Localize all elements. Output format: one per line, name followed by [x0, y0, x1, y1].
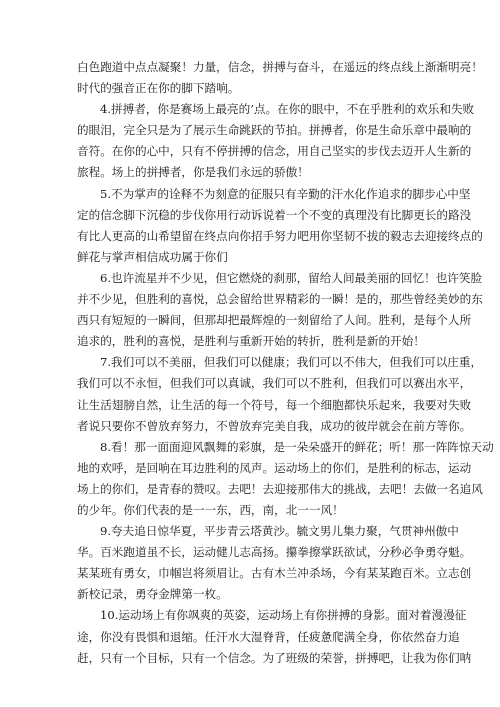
- paragraph-item-5: [77, 184, 483, 268]
- text-line: 有比人更高的山希望留在终点向你招手努力吧用你坚韧不拔的毅志去迎接终点的: [77, 228, 483, 243]
- text-line: 白色跑道中点点凝聚！力量，信念，拼搏与奋斗，在遥远的终点线上渐渐明亮！: [77, 60, 483, 74]
- text-line: 7.我们可以不美丽，但我们可以健康；我们可以不伟大，但我们可以庄重，: [100, 355, 483, 370]
- paragraph-item-9: [77, 521, 472, 605]
- text-line: 并不少见，但胜利的喜悦，总会留给世界精彩的一瞬！是的，那些曾经美妙的东: [77, 292, 483, 307]
- paragraph-item-10: [77, 605, 472, 668]
- paragraph-item-4: [77, 99, 475, 183]
- text-line: 追求的，胜利的喜悦，是胜利与重新开始的转折，胜利是新的开始！: [77, 334, 425, 349]
- text-line: 让生活翅膀自然，让生活的每一个符号，每一个细胞都快乐起来，我要对失败: [77, 397, 472, 412]
- document-body: [77, 57, 494, 669]
- text-line: 4.拼搏者，你是赛场上最亮的’点。在你的眼中，不在乎胜利的欢乐和失败: [100, 102, 475, 117]
- text-line: 地的欢呼，是回响在耳边胜利的凤声。运动场上的你们，是胜利的标志，运动: [77, 460, 472, 475]
- text-line: 旅程。场上的拼搏者，你是我们永远的骄傲！: [77, 165, 309, 180]
- text-line: 途，你没有畏惧和退缩。任汗水大湿脊背，任疲惫爬满全身，你依然奋力追: [77, 629, 460, 644]
- text-line: 5.不为掌声的诠释不为刻意的征服只有辛勤的汗水化作追求的脚步心中坚: [100, 186, 471, 201]
- text-line: 鲜花与掌声相信成功属于你们: [77, 249, 228, 264]
- paragraph-item-6: [77, 268, 483, 352]
- text-line: 我们可以不永恒，但我们可以真诚，我们可以不胜利，但我们可以赛出水平，: [77, 376, 472, 391]
- text-line: 的眼泪，完全只是为了展示生命跳跃的节拍。拼搏者，你是生命乐章中最响的: [77, 123, 472, 138]
- text-line: 音符。在你的心中，只有不停拼搏的信念，用自己坚实的步伐去迈开人生新的: [77, 144, 472, 159]
- text-line: 的少年。你们代表的是一一东，西，南，北一一风！: [77, 502, 344, 517]
- text-line: 6.也许流星并不少见，但它燃烧的刹那，留给人间最美丽的回忆！也许笑脸: [100, 270, 483, 285]
- text-line: 9.夸夫追日惊华夏，平步青云塔黄沙。毓文男儿集力聚，气贯神州傲中: [100, 524, 459, 539]
- text-line: 定的信念脚下沉稳的步伐你用行动诉说着一个不变的真理没有比脚更长的路没: [77, 207, 472, 222]
- text-line: 西只有短短的一瞬间，但那却把最辉煌的一刻留给了人间。胜利，是每个人所: [77, 313, 472, 328]
- text-line: 10.运动场上有你飒爽的英姿，运动场上有你拼搏的身影。面对着漫漫征: [100, 608, 467, 623]
- text-line: 华。百米跑道虽不长，运动健儿志高扬。攥拳擦掌跃欲试，分秒必争勇夺魁。: [77, 545, 472, 560]
- text-line: 时代的强音正在你的脚下踏响。: [77, 81, 240, 96]
- text-line: 者说只要你不曾放弃努力，不曾放弃完美自我，成功的彼岸就会在前方等你。: [77, 418, 472, 433]
- text-line: 8.看！那一面面迎风飘舞的彩旗，是一朵朵盛开的鲜花；听！那一阵阵惊天动: [100, 439, 494, 454]
- text-line: 赶，只有一个目标，只有一个信念。为了班级的荣誉，拼搏吧，让我为你们呐: [77, 650, 472, 665]
- paragraph-continuation: [77, 57, 483, 99]
- paragraph-item-8: [77, 437, 494, 521]
- paragraph-item-7: [77, 352, 483, 436]
- text-line: 新校记录，勇夺金牌第一枚。: [77, 587, 228, 602]
- text-line: 某某班有勇女，巾帼岂将须眉让。古有木兰冲杀场，今有某某跑百米。立志创: [77, 566, 472, 581]
- text-line: 场上的你们，是青春的赞叹。去吧！去迎接那伟大的挑战，去吧！去做一名追风: [77, 481, 483, 496]
